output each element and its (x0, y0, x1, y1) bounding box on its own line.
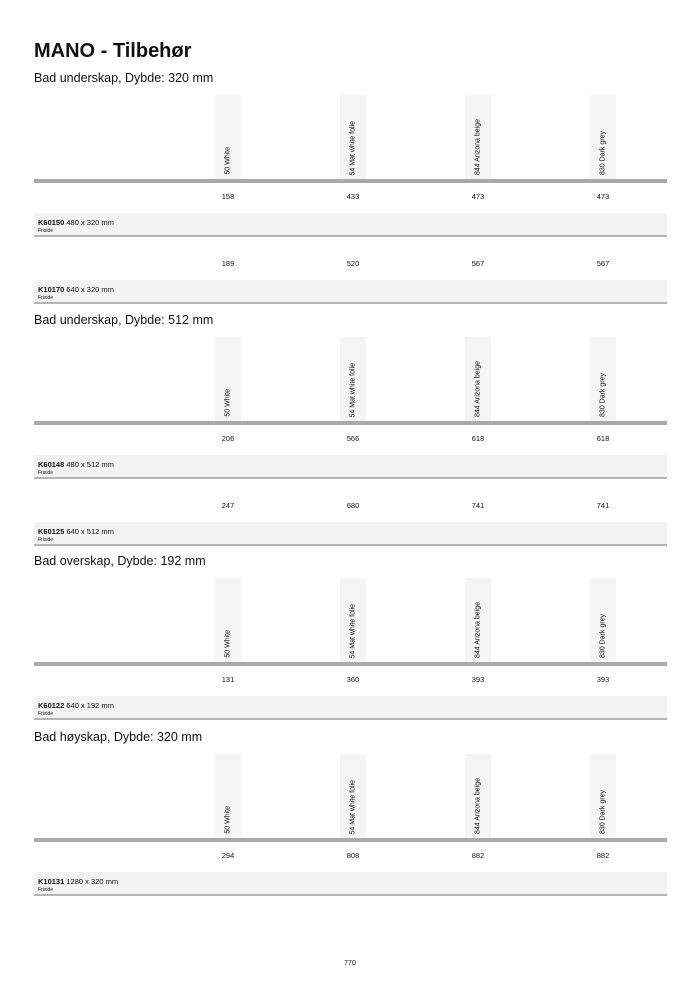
column-header-cell (590, 337, 616, 421)
row-rule (34, 302, 667, 304)
product-code: K60122 (38, 701, 65, 710)
column-label: 50 White (224, 147, 232, 175)
product-code: K60125 (38, 527, 65, 536)
column-label: 50 White (224, 389, 232, 417)
price-cell: 520 (346, 259, 360, 268)
section-bad-underskap-320 (34, 69, 667, 317)
column-header-cell (215, 95, 241, 179)
section-bad-underskap-512 (34, 311, 667, 559)
section-bad-overskap-192 (34, 552, 667, 733)
price-cell: 680 (346, 501, 360, 510)
column-header-cell (465, 337, 491, 421)
column-label: 54 Mat white folie (349, 779, 357, 834)
product-label (38, 460, 114, 469)
page-title: MANO - Tilbehør (34, 40, 192, 62)
price-cell: 741 (471, 501, 485, 510)
product-row (34, 425, 667, 492)
column-header-cell (215, 754, 241, 838)
column-header-cell (590, 754, 616, 838)
column-label: 54 Mat white folie (349, 362, 357, 417)
product-label (38, 285, 114, 294)
price-cell: 567 (596, 259, 610, 268)
price-cell: 189 (221, 259, 235, 268)
product-dims: 640 x 512 mm (66, 527, 114, 536)
price-cell: 882 (471, 851, 485, 860)
product-dims: 480 x 320 mm (66, 218, 114, 227)
product-code: K60148 (38, 460, 65, 469)
column-header-cell (465, 95, 491, 179)
product-note: Friside (38, 228, 54, 234)
price-cell: 433 (346, 192, 360, 201)
column-label: 50 White (224, 806, 232, 834)
column-header-cell (340, 337, 366, 421)
row-strip (34, 872, 667, 894)
column-label: 830 Dark grey (599, 614, 607, 658)
product-label (38, 527, 114, 536)
column-label: 50 White (224, 630, 232, 658)
product-note: Friside (38, 537, 54, 543)
product-dims: 640 x 192 mm (66, 701, 114, 710)
price-cell: 473 (471, 192, 485, 201)
product-note: Friside (38, 887, 54, 893)
product-dims: 640 x 320 mm (66, 285, 114, 294)
column-header (34, 329, 667, 421)
product-code: K10131 (38, 877, 65, 886)
column-header-cell (465, 578, 491, 662)
column-label: 54 Mat white folie (349, 120, 357, 175)
product-row (34, 842, 667, 909)
row-strip (34, 522, 667, 544)
row-rule (34, 235, 667, 237)
product-label (38, 701, 114, 710)
column-header-cell (590, 95, 616, 179)
price-cell: 741 (596, 501, 610, 510)
section-title: Bad underskap, Dybde: 320 mm (34, 71, 214, 85)
product-row (34, 666, 667, 733)
section-title: Bad overskap, Dybde: 192 mm (34, 554, 206, 568)
product-code: K60150 (38, 218, 65, 227)
price-cell: 393 (596, 675, 610, 684)
column-label: 844 Arizona beige (474, 777, 482, 834)
column-label: 830 Dark grey (599, 790, 607, 834)
product-label (38, 877, 118, 886)
row-rule (34, 477, 667, 479)
price-cell: 294 (221, 851, 235, 860)
row-strip (34, 213, 667, 235)
product-row (34, 250, 667, 317)
column-header-cell (465, 754, 491, 838)
column-label: 54 Mat white folie (349, 603, 357, 658)
column-header-cell (340, 95, 366, 179)
product-dims: 480 x 512 mm (66, 460, 114, 469)
column-label: 830 Dark grey (599, 373, 607, 417)
price-cell: 566 (346, 434, 360, 443)
product-note: Friside (38, 470, 54, 476)
column-header-cell (340, 754, 366, 838)
price-cell: 360 (346, 675, 360, 684)
price-cell: 473 (596, 192, 610, 201)
product-label (38, 218, 114, 227)
column-label: 844 Arizona beige (474, 601, 482, 658)
column-label: 844 Arizona beige (474, 118, 482, 175)
product-code: K10170 (38, 285, 65, 294)
price-cell: 158 (221, 192, 235, 201)
column-header-cell (340, 578, 366, 662)
column-header-cell (215, 578, 241, 662)
column-label: 844 Arizona beige (474, 360, 482, 417)
price-cell: 131 (221, 675, 235, 684)
price-cell: 618 (471, 434, 485, 443)
price-cell: 567 (471, 259, 485, 268)
price-cell: 393 (471, 675, 485, 684)
row-strip (34, 696, 667, 718)
product-note: Friside (38, 295, 54, 301)
column-label: 830 Dark grey (599, 131, 607, 175)
product-row (34, 492, 667, 559)
row-strip (34, 455, 667, 477)
section-title: Bad underskap, Dybde: 512 mm (34, 313, 214, 327)
product-dims: 1280 x 320 mm (66, 877, 119, 886)
section-bad-hoyskap-320 (34, 728, 667, 909)
product-row (34, 183, 667, 250)
column-header-cell (215, 337, 241, 421)
page-number: 770 (344, 960, 356, 967)
column-header (34, 746, 667, 838)
price-cell: 206 (221, 434, 235, 443)
price-cell: 882 (596, 851, 610, 860)
row-rule (34, 544, 667, 546)
price-cell: 247 (221, 501, 235, 510)
column-header (34, 570, 667, 662)
section-title: Bad høyskap, Dybde: 320 mm (34, 730, 203, 744)
row-rule (34, 718, 667, 720)
product-note: Friside (38, 711, 54, 717)
price-cell: 808 (346, 851, 360, 860)
price-cell: 618 (596, 434, 610, 443)
row-strip (34, 280, 667, 302)
row-rule (34, 894, 667, 896)
column-header-cell (590, 578, 616, 662)
column-header (34, 87, 667, 179)
